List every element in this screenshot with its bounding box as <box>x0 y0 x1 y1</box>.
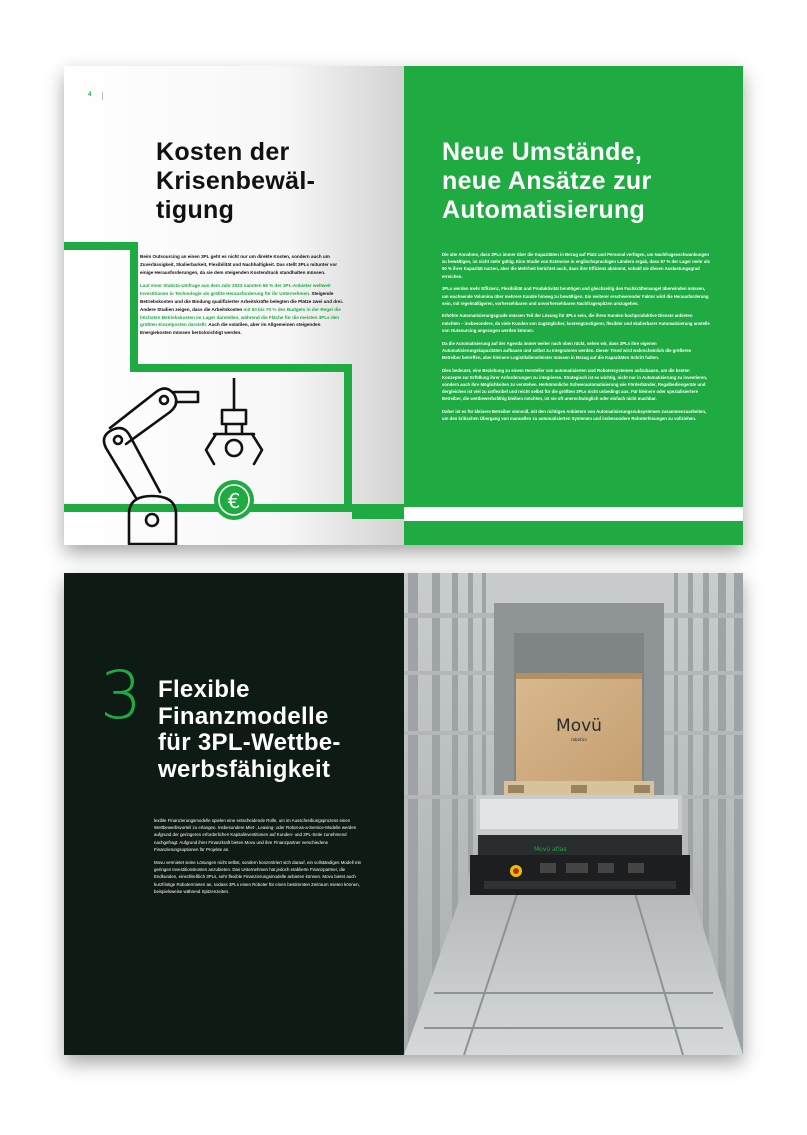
paragraph: Da die Automatisierung auf der Agenda immer weiter nach oben rückt, sehen wir, dass 3PLs ihre eigenen Automatisierungskapazitäten aufbauen und selbst zu Integratoren werden. Dieser Trend wird wahrscheinlich die größeren Betreiber betreffen, aber kleinere Logistikdienstleister müssen in Bezug auf die Kapazitäten Schritt halten. <box>442 340 692 360</box>
page-title-costs: Kosten der Krisenbewäl- tigung <box>156 138 316 224</box>
page-number: 4 <box>88 92 92 98</box>
right-page-photo <box>404 573 743 1055</box>
page-number-divider <box>102 92 103 100</box>
green-frame-line <box>344 364 352 512</box>
robot-label: Movü atlas <box>534 846 567 853</box>
green-frame-line <box>130 364 352 372</box>
page-title-financing: Flexible Finanzmodelle für 3PL-Wettbe- werbsfähigkeit <box>158 676 341 783</box>
green-frame-line <box>64 242 138 250</box>
green-frame-line <box>352 504 404 519</box>
paragraph: 3PLs werden mehr Effizienz, Flexibilität und Produktivität benötigen und gleichzeitig den Fachkräftemangel überwinden müssen, um wachsende Volumina über mehrere Kanäle hinweg zu bewältigen. Ein weiterer erschwerender Faktor wird die Herausforderung sein, mit regelmäßigeren, vorhersehbaren und unvorhersehbaren Nachfragespitzen umzugehen. <box>442 286 709 306</box>
paragraph: Beim Outsourcing an einen 3PL geht es nicht nur um direkte Kosten, sondern auch um Zuverlässigkeit, Skalierbarkeit, Flexibilität und Nachhaltigkeit. Das stellt 3PLs mitunter vor einige Herausforderungen, da sie dem steigenden Kostendruck standhalten müssen. <box>140 254 338 275</box>
paragraph: Daher ist es für kleinere Betreiber sinnvoll, mit den richtigen Anbietern von Automatisierungssubsystemen zusammenzuarbeiten, um den kritischen Übergang von manuellen zu automatisierten Systemen und insbesondere Roboterlösungen zu vollziehen. <box>442 409 707 422</box>
right-page-automation <box>404 66 743 545</box>
brochure-spread-financing <box>64 573 743 1055</box>
paragraph: Dies bedeutet, eine Beziehung zu einem Hersteller von automatisierten und Robotersystemen aufzubauen, um die besten Konzepte zur Erfüllung ihrer Anforderungen zu integrieren. Strategisch ist es wichtig, nicht nur in Automatisierung zu investieren, sondern auch ihre Möglichkeiten zu verstehen. Herkömmliche Schwerautomatisierung wie Förderbänder, Regalbediengeräte und dergleichen ist viel zu unflexibel und reicht selbst für die größten 3PLs nicht unbedingt aus. Für kleinere oder spezialisiertere Betreiber, die wettbewerbsfähig bleiben möchten, ist sie oft unerschwinglich oder einfach nicht machbar. <box>442 367 708 402</box>
box-brand-sub: robotics <box>571 737 587 742</box>
left-page-financing <box>64 573 404 1055</box>
warehouse-robot-photo <box>404 573 743 1055</box>
page-title-automation: Neue Umstände, neue Ansätze zur Automatisierung <box>442 138 652 224</box>
paragraph: Erhöhte Automatisierungsgrade müssen Teil der Lösung für 3PLs sein, die ihren Kunden hochproduktive Dienste anbieten möchten – insbesondere, da viele Kunden von zugänglicher, kostengünstigerer, flexibler und skalierbarer Automatisierung anstelle von Outsourcing angezogen werden können. <box>442 313 710 333</box>
paragraph: Movu vermietet seine Lösungen nicht selbst, sondern konzentriert sich darauf, ein vollständiges Modell mit geringen Investitionskosten anzubieten. Das Unternehmen hat jedoch etablierte Finanzpartner, die Endkunden, einschließlich 3PLs, sehr flexible Finanzierungsmodelle anbieten können. Movu bietet auch kurzfristige Robotermieten an, sodass 3PLs einen Roboter für einen bestimmten Zeitraum mieten können, beispielsweise während Spitzenzeiten. <box>154 860 361 894</box>
body-text-automation <box>442 251 710 428</box>
brochure-spread-costs <box>64 66 743 545</box>
robot-arm-icon <box>84 378 304 545</box>
paragraph: Die alte Annahme, dass 3PLs immer über die Kapazitäten in Bezug auf Platz und Personal verfügen, um Nachfragesschwankungen zu bewältigen, ist nicht mehr gültig. Eine Studie von Extensive in englischsprachigen Ländern ergab, dass 67 % der Lager mehr als 90 % ihrer Kapazität nutzen, aber die Mehrheit berichtet auch, dass ihre Effizienz abnimmt, sobald sie diesen Auslastungsgrad erreichen. <box>442 252 710 279</box>
paragraph: lexible Finanzierungsmodelle spielen eine entscheidende Rolle, um im Ausschreibungsprozess einen Wettbewerbsvorteil zu erlangen. Insbesondere Miet-, Leasing- oder Robot-as-a-Service-Modelle werden aufgrund der geringeren erforderlichen Kapitalinvestitionen auf Kunden- und 3PL-Seite zunehmend nachgefragt. Aufgrund ihrer Finanzkraft bieten Movu und ihre Finanzpartner verschiedene Finanzierungsoptionen für Projekte an. <box>154 818 357 852</box>
green-frame-line <box>130 242 138 372</box>
body-text-financing <box>154 817 368 901</box>
decorative-stripe <box>404 507 743 521</box>
body-text-costs <box>140 253 350 343</box>
paragraph: Laut einer Statista-Umfrage aus dem Jahr 2023 nannten 66 % der 3PL-Anbieter weltweit Investitionen in Technologie als größte Herausforderung für ihr Unternehmen. Steigende Betriebskosten und die Bindung qualifizierter Arbeitskräfte belegten die Plätze zwei und drei. Andere Studien zeigen, dass die Arbeitskosten mit 50 bis 70 % des Budgets in der Regel die höchsten Betriebskosten im Lager darstellen, während die Fläche für die meisten 3PLs den größten Einzelposten darstellt. Auch die volatilen, aber im Allgemeinen steigenden Energiekosten müssen berücksichtigt werden. <box>140 283 344 336</box>
left-page-costs <box>64 66 404 545</box>
euro-symbol: € <box>227 489 241 513</box>
chapter-number: 3 <box>100 657 142 734</box>
box-brand-logo: Movü <box>556 716 602 736</box>
